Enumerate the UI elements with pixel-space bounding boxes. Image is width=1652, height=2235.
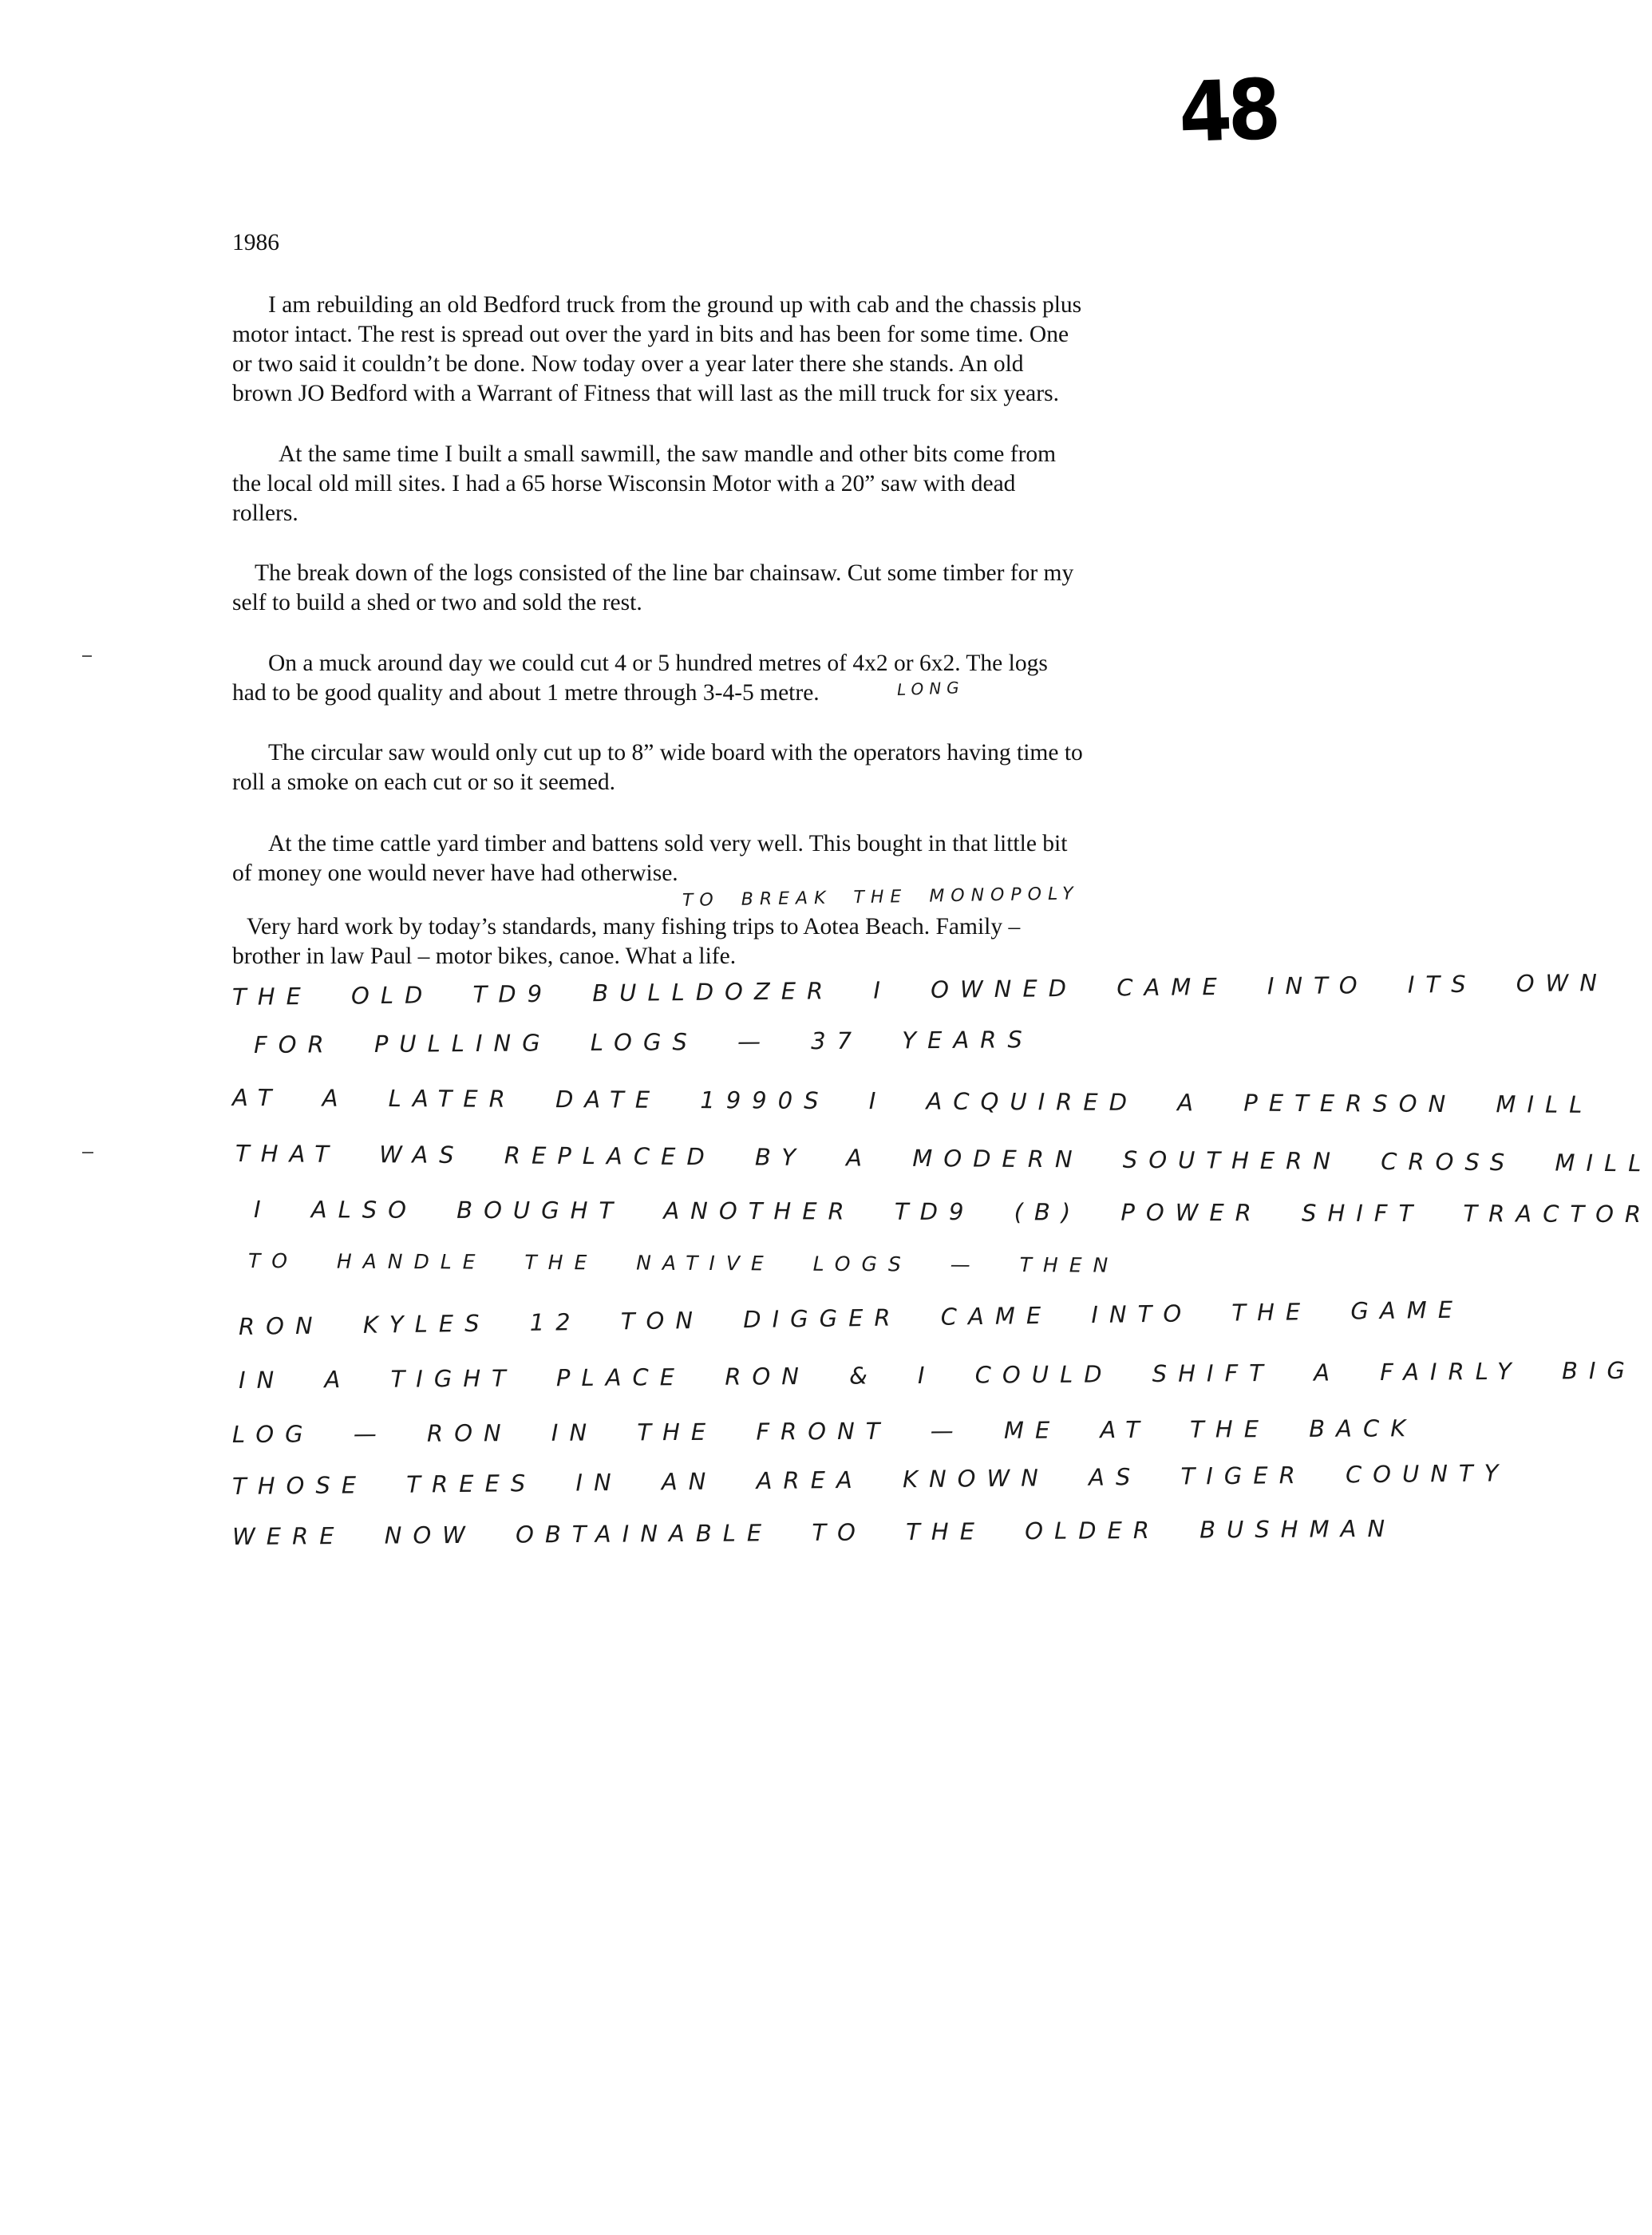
year-heading: 1986 (232, 230, 279, 255)
handwritten-line: TO HANDLE THE NATIVE LOGS — THEN (247, 1249, 1120, 1277)
paragraph-line: or two said it couldn’t be done. Now today over a year later there she stands. An old (232, 351, 1024, 377)
handwritten-line: IN A TIGHT PLACE RON & I COULD SHIFT A FAIRLY BIG (238, 1356, 1637, 1394)
handwritten-line: THAT WAS REPLACED BY A MODERN SOUTHERN CROSS MILL (235, 1140, 1652, 1177)
paragraph-7 (232, 912, 1190, 971)
paragraph-line: At the same time I built a small sawmill, the saw mandle and other bits come from (279, 441, 1057, 467)
paragraph-line: brother in law Paul – motor bikes, canoe. What a life. (232, 943, 737, 969)
handwritten-line: AT A LATER DATE 1990S I ACQUIRED A PETERSON MILL (231, 1084, 1594, 1118)
handwritten-line: WERE NOW OBTAINABLE TO THE OLDER BUSHMAN (231, 1514, 1397, 1550)
page-number: 48 (1177, 60, 1279, 162)
handwritten-insertion-monopoly: TO BREAK THE MONOPOLY (682, 884, 1080, 911)
paragraph-line: On a muck around day we could cut 4 or 5 hundred metres of 4x2 or 6x2. The logs (268, 651, 1048, 676)
paragraph-line: I am rebuilding an old Bedford truck from the ground up with cab and the chassis plus (268, 292, 1082, 318)
handwritten-line: THOSE TREES IN AN AREA KNOWN AS TIGER COUNTY (231, 1459, 1510, 1500)
handwritten-insertion-long: LONG (896, 678, 966, 699)
margin-mark (82, 655, 92, 657)
paragraph-line: The break down of the logs consisted of the line bar chainsaw. Cut some timber for my (255, 560, 1074, 586)
paragraph-6 (232, 829, 1190, 888)
paragraph-4 (232, 649, 1190, 708)
handwritten-line: I ALSO BOUGHT ANOTHER TD9 (B) POWER SHIFT TRACTOR (253, 1196, 1652, 1228)
margin-mark (82, 1152, 93, 1153)
paragraph-line: had to be good quality and about 1 metre through 3-4-5 metre. (232, 680, 820, 706)
paragraph-line: roll a smoke on each cut or so it seemed. (232, 769, 616, 795)
paragraph-line: of money one would never have had otherwise. (232, 860, 678, 886)
paragraph-line: self to build a shed or two and sold the rest. (232, 590, 642, 615)
handwritten-line: LOG — RON IN THE FRONT — ME AT THE BACK (231, 1414, 1417, 1448)
paragraph-line: motor intact. The rest is spread out over the yard in bits and has been for some time. One (232, 322, 1069, 347)
handwritten-line: RON KYLES 12 TON DIGGER CAME INTO THE GAME (238, 1296, 1464, 1340)
handwritten-line: FOR PULLING LOGS — 37 YEARS (253, 1026, 1033, 1058)
paragraph-1 (232, 291, 1190, 409)
paragraph-line: Very hard work by today’s standards, many fishing trips to Aotea Beach. Family – (247, 914, 1021, 939)
handwritten-line: THE OLD TD9 BULLDOZER I OWNED CAME INTO ITS OWN (231, 968, 1609, 1011)
paragraph-3 (232, 559, 1190, 618)
paragraph-line: rollers. (232, 500, 298, 526)
paragraph-line: At the time cattle yard timber and battens sold very well. This bought in that little bit (268, 831, 1068, 856)
paragraph-2 (232, 440, 1190, 528)
paragraph-line: brown JO Bedford with a Warrant of Fitness that will last as the mill truck for six years. (232, 381, 1059, 406)
paragraph-line: the local old mill sites. I had a 65 horse Wisconsin Motor with a 20” saw with dead (232, 471, 1016, 496)
paragraph-line: The circular saw would only cut up to 8” wide board with the operators having time to (268, 740, 1083, 765)
paragraph-5 (232, 738, 1190, 797)
